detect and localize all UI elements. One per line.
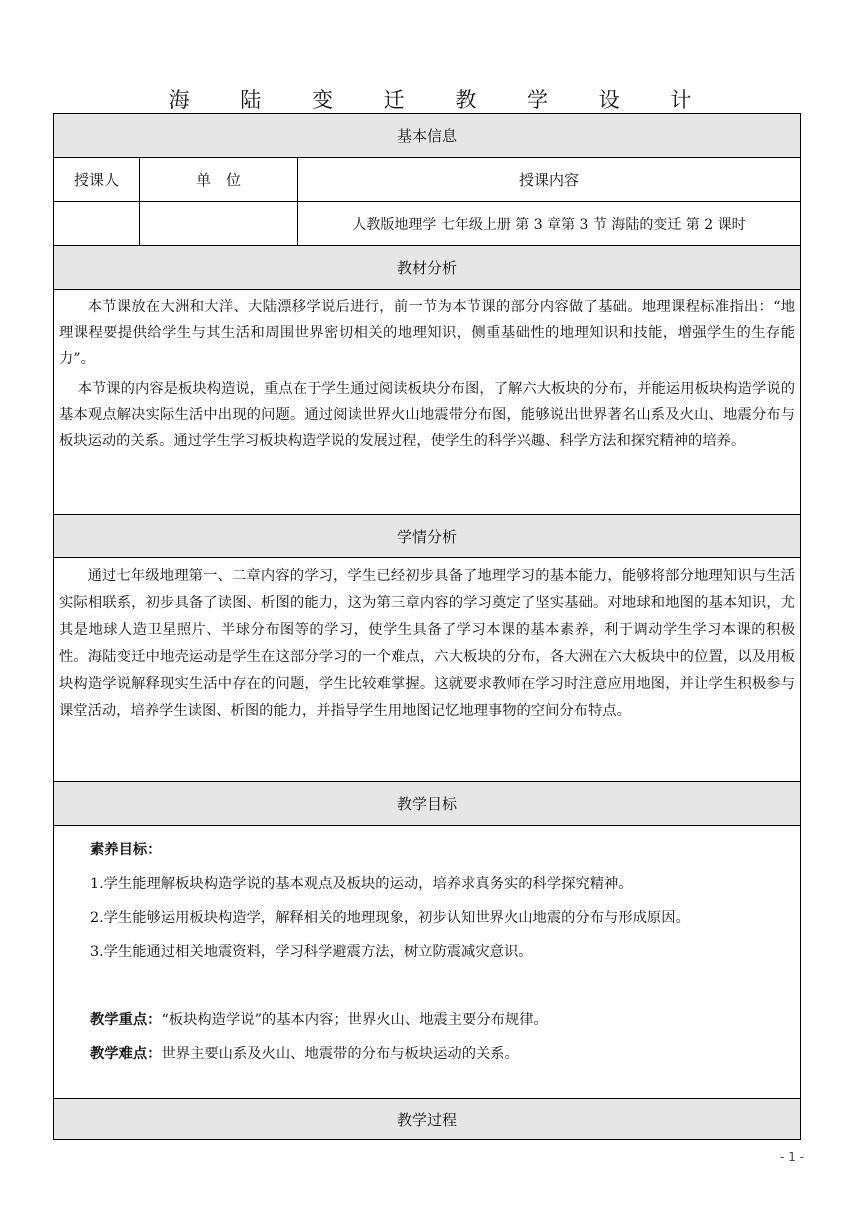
- basic-info-value-row: [54, 202, 800, 246]
- teacher-value: [54, 202, 139, 245]
- content-value: 人教版地理学 七年级上册 第 3 章第 3 节 海陆的变迁 第 2 课时: [352, 216, 746, 233]
- difficulty-label: 教学难点：: [90, 1046, 162, 1062]
- key-point-line: [90, 1003, 790, 1037]
- student-analysis-heading: 学情分析: [54, 514, 800, 558]
- content-column-header: 授课内容: [518, 171, 579, 189]
- goal-item-3: 3.学生能通过相关地震资料，学习科学避震方法，树立防震减灾意识。: [90, 944, 533, 960]
- lesson-plan-table: [53, 113, 801, 1140]
- basic-info-heading: 基本信息: [54, 114, 800, 158]
- page-number: - 1 -: [780, 1150, 804, 1164]
- unit-column-header: 单 位: [195, 171, 241, 189]
- key-point-text: “板块构造学说”的基本内容；世界火山、地震主要分布规律。: [161, 1012, 548, 1028]
- student-analysis-body: [59, 563, 795, 725]
- textbook-analysis-heading: 教材分析: [54, 246, 800, 290]
- student-analysis-paragraph: 通过七年级地理第一、二章内容的学习，学生已经初步具备了地理学习的基本能力，能够将部分地理知识与生活实际相联系，初步具备了读图、析图的能力，这为第三章内容的学习奠定了坚实基础。对地球和地图的基本知识，尤其是地球人造卫星照片、半球分布图等的学习，使学生具备了学习本课的基本素养，利于调动学生学习本课的积极性。海陆变迁中地壳运动是学生在这部分学习的一个难点，六大板块的分布，各大洲在六大板块中的位置，以及用板块构造学说解释现实生活中存在的问题，学生比较难掌握。这就要求教师在学习时注意应用地图，并让学生积极参与课堂活动，培养学生读图、析图的能力，并指导学生用地图记忆地理事物的空间分布特点。: [59, 568, 795, 719]
- goal-item-2: 2.学生能够运用板块构造学，解释相关的地理现象，初步认知世界火山地震的分布与形成原因。: [90, 910, 690, 926]
- document-title: 海 陆 变 迁 教 学 设 计: [168, 88, 714, 112]
- literacy-goals-label: 素养目标：: [90, 842, 162, 858]
- difficulty-line: [90, 1037, 790, 1071]
- difficulty-text: 世界主要山系及火山、地震带的分布与板块运动的关系。: [161, 1046, 519, 1062]
- textbook-analysis-paragraph-2: 本节课的内容是板块构造说，重点在于学生通过阅读板块分布图，了解六大板块的分布，并能运用板块构造学说的基本观点解决实际生活中出现的问题。通过阅读世界火山地震带分布图，能够说出世界著名山系及火山、地震分布与板块运动的关系。通过学生学习板块构造学说的发展过程，使学生的科学兴趣、科学方法和探究精神的培养。: [59, 381, 795, 449]
- teaching-goals-body: [90, 833, 790, 1071]
- teacher-column-header: 授课人: [73, 171, 119, 189]
- textbook-analysis-paragraph-1: 本节课放在大洲和大洋、大陆漂移学说后进行，前一节为本节课的部分内容做了基础。地理课程标准指出：“地理课程要提供给学生与其生活和周围世界密切相关的地理知识，侧重基础性的地理知识和技能，增强学生的生存能力”。: [59, 299, 795, 367]
- teaching-goals-heading: 教学目标: [54, 781, 800, 826]
- basic-info-header-row: [54, 158, 800, 202]
- textbook-analysis-body: [59, 294, 795, 454]
- unit-value: [140, 202, 297, 245]
- key-point-label: 教学重点：: [90, 1012, 162, 1028]
- teaching-process-heading: 教学过程: [54, 1098, 800, 1139]
- goal-item-1: 1.学生能理解板块构造学说的基本观点及板块的运动，培养求真务实的科学探究精神。: [90, 876, 633, 892]
